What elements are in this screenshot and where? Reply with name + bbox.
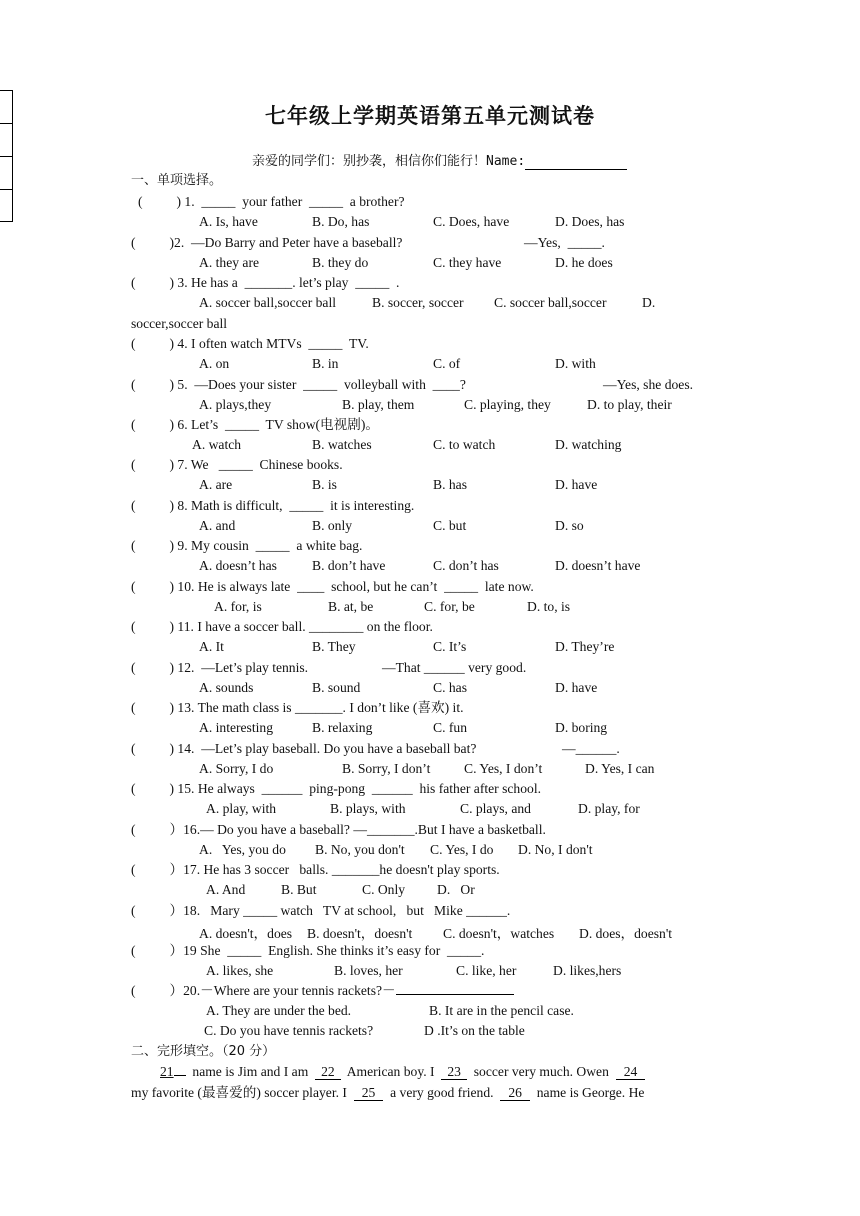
q4-option-d: D. with	[555, 356, 596, 371]
q18-option-c: C. doesn't，watches	[443, 926, 555, 941]
q18-option-a: A. doesn't，does	[199, 926, 293, 941]
q16-option-d: D. No, I don't	[518, 842, 593, 857]
q11-option-c: C. It’s	[433, 639, 467, 654]
q5-option-b: B. play, them	[342, 397, 415, 412]
q12-option-d: D. have	[555, 680, 598, 695]
cloze-text: my favorite (最喜爱的) soccer player. I	[131, 1085, 354, 1100]
question-20-blank	[396, 982, 514, 995]
q2-option-a: A. they are	[199, 255, 260, 270]
cloze-text: name is Jim and I am	[185, 1064, 316, 1079]
q8-option-a: A. and	[199, 518, 236, 533]
question-8: ( ) 8. Math is difficult, _____ it is interesting.	[131, 498, 415, 513]
question-10: ( ) 10. He is always late ____ school, but he can’t _____ late now.	[131, 579, 534, 594]
q12-option-b: B. sound	[312, 680, 361, 695]
q11-option-b: B. They	[312, 639, 356, 654]
q9-option-c: C. don’t has	[433, 558, 499, 573]
question-3: ( ) 3. He has a _______. let’s play _____ .	[131, 275, 400, 290]
margin-cell	[0, 190, 12, 222]
q19-option-a: A. likes, she	[206, 963, 274, 978]
greeting-line	[252, 150, 627, 170]
q3-option-a: A. soccer ball,soccer ball	[199, 295, 337, 310]
cloze-blank-25: 25	[354, 1085, 384, 1101]
q3-option-d: D.	[642, 295, 656, 310]
q1-option-b: B. Do, has	[312, 214, 370, 229]
name-label: Name:	[486, 154, 526, 169]
cloze-blank-26: 26	[500, 1085, 530, 1101]
question-5-answer: —Yes, she does.	[603, 377, 694, 392]
q17-option-b: B. But	[281, 882, 317, 897]
q6-option-b: B. watches	[312, 437, 372, 452]
q2-option-c: C. they have	[433, 255, 502, 270]
cloze-blank-24: 24	[616, 1064, 646, 1080]
cloze-line-1	[160, 1063, 645, 1081]
q20-option-b: B. It are in the pencil case.	[429, 1003, 574, 1018]
q7-option-a: A. are	[199, 477, 233, 492]
q9-option-a: A. doesn’t has	[199, 558, 277, 573]
q14-option-d: D. Yes, I can	[585, 761, 655, 776]
q12-option-a: A. sounds	[199, 680, 254, 695]
q19-option-c: C. like, her	[456, 963, 517, 978]
q9-option-d: D. doesn’t have	[555, 558, 641, 573]
question-20-text: ( ）20.－Where are your tennis rackets?－	[131, 983, 396, 998]
question-16: ( ）16.— Do you have a baseball? —_______.But I have a basketball.	[131, 822, 546, 837]
q15-option-b: B. plays, with	[330, 801, 406, 816]
q14-option-a: A. Sorry, I do	[199, 761, 274, 776]
q1-option-a: A. Is, have	[199, 214, 258, 229]
q8-option-c: C. but	[433, 518, 467, 533]
question-2-answer: —Yes, _____.	[524, 235, 605, 250]
question-17: ( ）17. He has 3 soccer balls. _______he doesn't play sports.	[131, 862, 500, 877]
q20-option-d: D .It’s on the table	[424, 1023, 525, 1038]
q6-option-a: A. watch	[192, 437, 242, 452]
cloze-text: name is George. He	[529, 1085, 645, 1100]
question-14-answer: —______.	[562, 741, 620, 756]
page-title: 七年级上学期英语第五单元测试卷	[265, 104, 595, 128]
question-12-answer: —That ______ very good.	[382, 660, 527, 675]
q10-option-a: A. for, is	[214, 599, 262, 614]
question-14: ( ) 14. —Let’s play baseball. Do you have a baseball bat?	[131, 741, 477, 756]
q11-option-a: A. It	[199, 639, 224, 654]
question-6: ( ) 6. Let’s _____ TV show(电视剧)。	[131, 417, 379, 432]
q20-option-a: A. They are under the bed.	[206, 1003, 352, 1018]
question-7: ( ) 7. We _____ Chinese books.	[131, 457, 343, 472]
cloze-blank-22: 22	[315, 1064, 341, 1080]
q17-option-d: D. Or	[437, 882, 475, 897]
question-15: ( ) 15. He always ______ ping-pong ______ his father after school.	[131, 781, 541, 796]
cloze-blank-21: 21	[160, 1064, 174, 1079]
question-19: ( ）19 She _____ English. She thinks it’s easy for _____.	[131, 943, 485, 958]
q4-option-c: C. of	[433, 356, 461, 371]
q17-option-c: C. Only	[362, 882, 406, 897]
q16-option-b: B. No, you don't	[315, 842, 405, 857]
question-5: ( ) 5. —Does your sister _____ volleyball with ____?	[131, 377, 466, 392]
q9-option-b: B. don’t have	[312, 558, 386, 573]
cloze-text: a very good friend.	[383, 1085, 501, 1100]
q17-option-a: A. And	[206, 882, 246, 897]
q3-option-c: C. soccer ball,soccer	[494, 295, 607, 310]
q3-option-b: B. soccer, soccer	[372, 295, 464, 310]
cloze-blank-23: 23	[441, 1064, 467, 1080]
q4-option-b: B. in	[312, 356, 339, 371]
cloze-line-2	[131, 1084, 644, 1102]
cloze-text: soccer very much. Owen	[466, 1064, 616, 1079]
question-4: ( ) 4. I often watch MTVs _____ TV.	[131, 336, 369, 351]
q11-option-d: D. They’re	[555, 639, 615, 654]
q12-option-c: C. has	[433, 680, 467, 695]
question-11: ( ) 11. I have a soccer ball. ________ on the floor.	[131, 619, 433, 634]
section-heading-2: 二、完形填空。（20 分）	[131, 1044, 276, 1059]
q10-option-b: B. at, be	[328, 599, 374, 614]
q16-option-a: A. Yes, you do	[199, 842, 286, 857]
question-2: ( )2. —Do Barry and Peter have a baseball?	[131, 235, 403, 250]
question-9: ( ) 9. My cousin _____ a white bag.	[131, 538, 363, 553]
q18-option-b: B. doesn't，doesn't	[307, 926, 413, 941]
blank-tail	[174, 1063, 186, 1076]
greeting-text: 亲爱的同学们：别抄袭，相信你们能行！	[252, 154, 487, 169]
q18-option-d: D. does，doesn't	[579, 926, 673, 941]
q7-option-b: B. is	[312, 477, 337, 492]
q15-option-c: C. plays, and	[460, 801, 531, 816]
q8-option-b: B. only	[312, 518, 353, 533]
q10-option-d: D. to, is	[527, 599, 571, 614]
q16-option-c: C. Yes, I do	[430, 842, 494, 857]
q3-option-d-continued: soccer,soccer ball	[131, 316, 228, 331]
cloze-text: American boy. I	[340, 1064, 442, 1079]
q10-option-c: C. for, be	[424, 599, 475, 614]
q13-option-c: C. fun	[433, 720, 467, 735]
q14-option-b: B. Sorry, I don’t	[342, 761, 431, 776]
section-heading-1: 一、单项选择。	[131, 173, 223, 188]
q7-option-d: D. have	[555, 477, 598, 492]
q2-option-d: D. he does	[555, 255, 613, 270]
question-1: ( ) 1. _____ your father _____ a brother?	[138, 194, 405, 209]
q13-option-a: A. interesting	[199, 720, 273, 735]
q1-option-c: C. Does, have	[433, 214, 510, 229]
q8-option-d: D. so	[555, 518, 584, 533]
q19-option-b: B. loves, her	[334, 963, 403, 978]
question-12: ( ) 12. —Let’s play tennis.	[131, 660, 309, 675]
margin-cell	[0, 157, 12, 190]
q5-option-a: A. plays,they	[199, 397, 272, 412]
q4-option-a: A. on	[199, 356, 230, 371]
q13-option-d: D. boring	[555, 720, 608, 735]
q1-option-d: D. Does, has	[555, 214, 625, 229]
q19-option-d: D. likes,hers	[553, 963, 622, 978]
q6-option-c: C. to watch	[433, 437, 496, 452]
question-13: ( ) 13. The math class is _______. I don’t like (喜欢) it.	[131, 700, 464, 715]
name-blank[interactable]	[525, 155, 627, 170]
q6-option-d: D. watching	[555, 437, 622, 452]
question-18: ( ）18. Mary _____ watch TV at school, but Mike ______.	[131, 903, 511, 918]
q15-option-d: D. play, for	[578, 801, 640, 816]
q13-option-b: B. relaxing	[312, 720, 373, 735]
question-20	[131, 982, 514, 1000]
q5-option-c: C. playing, they	[464, 397, 551, 412]
q14-option-c: C. Yes, I don’t	[464, 761, 543, 776]
q7-option-c: B. has	[433, 477, 467, 492]
q5-option-d: D. to play, their	[587, 397, 672, 412]
q20-option-c: C. Do you have tennis rackets?	[204, 1023, 374, 1038]
q15-option-a: A. play, with	[206, 801, 277, 816]
q2-option-b: B. they do	[312, 255, 369, 270]
